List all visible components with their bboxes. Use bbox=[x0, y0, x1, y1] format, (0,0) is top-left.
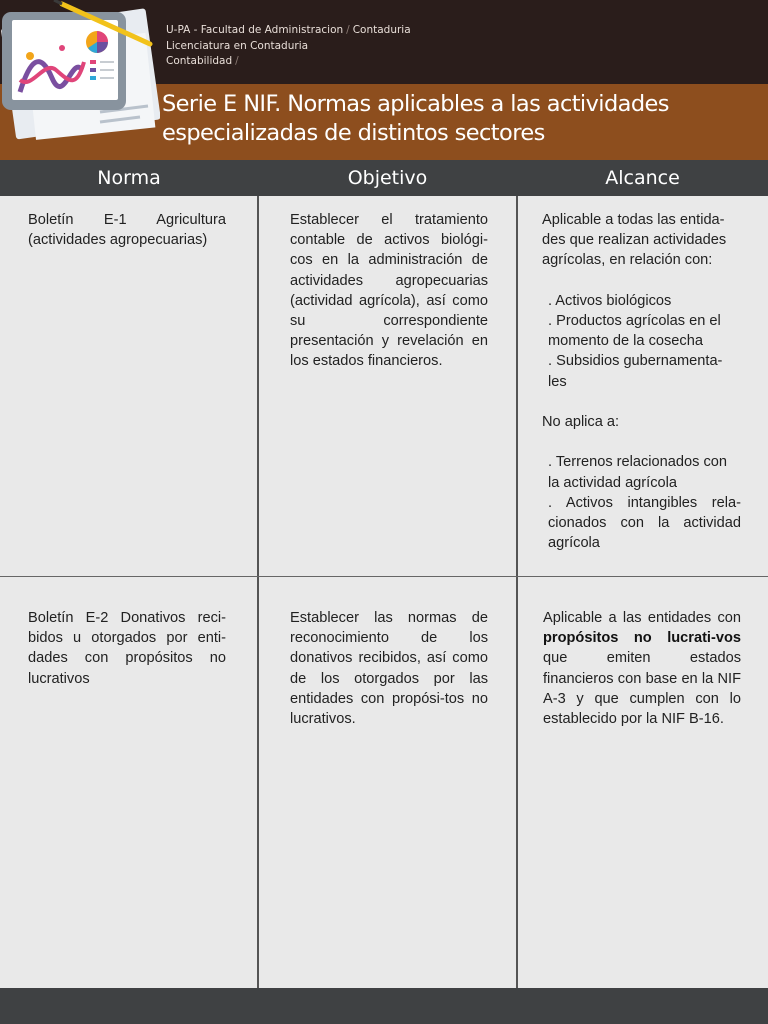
list-item: . Activos intangibles rela-cionados con la actividad agrícola bbox=[548, 494, 741, 552]
tablet-chart-illustration-icon bbox=[0, 0, 160, 150]
row2-objetivo: Establecer las normas de reconocimiento de los donativos recibidos, así como de los otorgados por las entidades con propósi-tos no lucrativos. bbox=[290, 610, 488, 728]
alcance-text: Aplicable a las entidades con bbox=[543, 610, 741, 626]
footer-bar bbox=[0, 988, 768, 1024]
alcance-emphasis: propósitos no lucrati-vos bbox=[543, 630, 741, 647]
row-divider bbox=[0, 576, 768, 577]
breadcrumb-degree[interactable]: Licenciatura en Contaduria bbox=[166, 39, 309, 52]
no-aplica-label: No aplica a: bbox=[542, 414, 620, 430]
breadcrumb-separator: / bbox=[235, 55, 239, 67]
column-header-norma: Norma bbox=[97, 167, 161, 189]
breadcrumb-faculty[interactable]: U-PA - Facultad de Administracion bbox=[166, 24, 344, 36]
list-item: . Productos agrícolas en el momento de la cosecha bbox=[548, 313, 721, 350]
list-item: . Activos biológicos bbox=[548, 292, 672, 309]
list-item: . Subsidios gubernamenta-les bbox=[548, 353, 723, 390]
table-header bbox=[0, 160, 768, 196]
breadcrumb bbox=[166, 23, 411, 70]
column-header-alcance: Alcance bbox=[605, 167, 680, 189]
column-divider bbox=[257, 196, 259, 988]
row1-norma: Boletín E-1 Agricultura (actividades agropecuarias) bbox=[28, 212, 226, 249]
list-item: . Terrenos relacionados con la actividad agrícola bbox=[548, 454, 728, 491]
alcance-intro: Aplicable a todas las entida-des que realizan actividades agrícolas, en relación con: bbox=[542, 212, 727, 269]
breadcrumb-separator: / bbox=[346, 24, 350, 36]
alcance-text: que emiten estados financieros con base en la NIF A-3 y que cumplen con lo establecido por la NIF B-16. bbox=[543, 650, 741, 728]
row1-objetivo: Establecer el tratamiento contable de activos biológi-cos en la administración de actividades agropecuarias (actividad agrícola), así como su correspondiente presentación y revelación en los estados financieros. bbox=[290, 212, 488, 370]
breadcrumb-subject[interactable]: Contabilidad bbox=[166, 55, 233, 67]
row2-norma: Boletín E-2 Donativos reci-bidos u otorgados por enti-dades con propósitos no lucrativos bbox=[28, 610, 226, 687]
row1-alcance bbox=[542, 210, 741, 553]
row2-alcance bbox=[543, 608, 741, 729]
column-header-objetivo: Objetivo bbox=[347, 167, 428, 189]
breadcrumb-program[interactable]: Contaduria bbox=[352, 24, 411, 36]
column-divider bbox=[516, 196, 518, 988]
page-title: Serie E NIF. Normas aplicables a las actividades especializadas de distintos sectores bbox=[162, 91, 669, 146]
